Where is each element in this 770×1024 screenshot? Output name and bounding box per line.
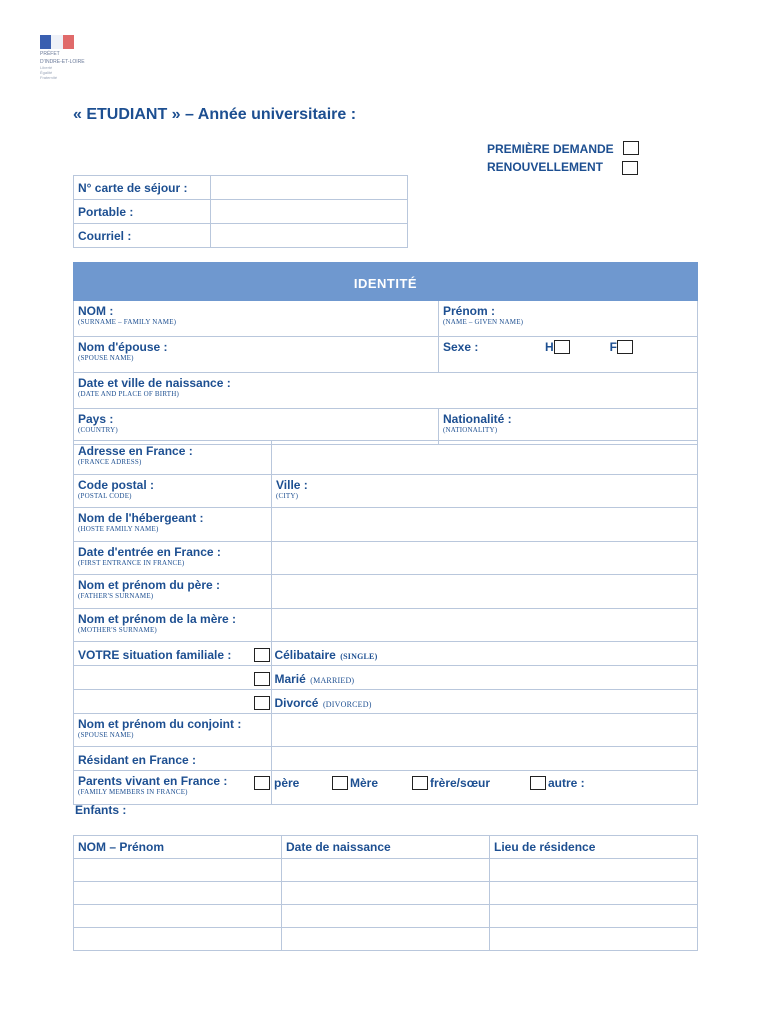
prenom-field[interactable] xyxy=(439,301,698,337)
adresse-label: Adresse en France : xyxy=(78,444,193,458)
hebergeant-sublabel: (HOSTE FAMILY NAME) xyxy=(78,525,159,533)
sexe-h-label: H xyxy=(545,340,554,354)
code-postal-cell xyxy=(74,475,272,508)
parents-options-cell xyxy=(272,771,698,805)
conjoint-label: Nom et prénom du conjoint : xyxy=(78,717,242,731)
carte-sejour-label: N° carte de séjour : xyxy=(78,180,188,195)
parents-frere-checkbox[interactable] xyxy=(412,776,428,790)
mere-cell xyxy=(74,609,272,642)
mere-label: Nom et prénom de la mère : xyxy=(78,612,237,626)
courriel-cell xyxy=(74,224,211,248)
enfant-1-nom[interactable] xyxy=(74,859,282,882)
hebergeant-cell xyxy=(74,508,272,542)
enfants-label: Enfants : xyxy=(75,803,127,817)
enfant-4-nom[interactable] xyxy=(74,928,282,951)
divorce-label: Divorcé xyxy=(274,696,319,710)
ville-label: Ville : xyxy=(276,478,308,492)
sexe-f-label: F xyxy=(609,340,618,354)
mere-sublabel: (MOTHER'S SURNAME) xyxy=(78,626,157,634)
logo-line-1: PRÉFET xyxy=(40,51,60,57)
parents-autre-checkbox[interactable] xyxy=(530,776,546,790)
col-date-naissance: Date de naissance xyxy=(282,836,490,859)
divorce-sublabel: (DIVORCED) xyxy=(322,700,372,709)
naissance-label: Date et ville de naissance : xyxy=(78,376,231,390)
ville-sublabel: (CITY) xyxy=(276,492,299,500)
enfant-1-lieu[interactable] xyxy=(490,859,698,882)
col-lieu-residence: Lieu de résidence xyxy=(490,836,698,859)
parents-sublabel: (FAMILY MEMBERS IN FRANCE) xyxy=(78,788,188,796)
code-postal-label: Code postal : xyxy=(78,478,155,492)
celibataire-sublabel: (SINGLE) xyxy=(340,652,378,661)
portable-field[interactable] xyxy=(211,200,408,224)
logo-line-2: D'INDRE-ET-LOIRE xyxy=(40,59,85,65)
adresse-table xyxy=(73,440,698,805)
celibataire-checkbox[interactable] xyxy=(254,648,270,662)
resident-field[interactable] xyxy=(272,747,698,771)
nom-sublabel: (SURNAME – FAMILY NAME) xyxy=(78,318,177,326)
marianne-flag-icon xyxy=(40,35,74,49)
nom-label: NOM : xyxy=(78,304,114,318)
page-title: « ETUDIANT » – Année universitaire : xyxy=(73,106,357,123)
carte-sejour-field[interactable] xyxy=(211,176,408,200)
prenom-sublabel: (NAME – GIVEN NAME) xyxy=(443,318,524,326)
divorce-cell xyxy=(272,690,698,714)
marie-left-cell xyxy=(74,666,272,690)
identite-table xyxy=(73,262,698,445)
nom-epouse-sublabel: (SPOUSE NAME) xyxy=(78,354,134,362)
enfant-3-nom[interactable] xyxy=(74,905,282,928)
marie-sublabel: (MARRIED) xyxy=(310,676,355,685)
sexe-f-checkbox[interactable] xyxy=(617,340,633,354)
premiere-demande-checkbox[interactable] xyxy=(623,141,639,155)
portable-label: Portable : xyxy=(78,204,134,219)
col-nom-prenom: NOM – Prénom xyxy=(74,836,282,859)
prefecture-logo xyxy=(40,35,110,80)
pere-cell xyxy=(74,575,272,609)
date-entree-field[interactable] xyxy=(272,542,698,575)
enfant-2-lieu[interactable] xyxy=(490,882,698,905)
pere-field[interactable] xyxy=(272,575,698,609)
nom-epouse-label: Nom d'épouse : xyxy=(78,340,168,354)
pays-sublabel: (COUNTRY) xyxy=(78,426,118,434)
enfants-table xyxy=(73,835,698,951)
code-postal-sublabel: (POSTAL CODE) xyxy=(78,492,132,500)
premiere-demande-row xyxy=(487,142,639,156)
ville-field[interactable] xyxy=(272,475,698,508)
renouvellement-row xyxy=(487,160,638,175)
parents-label: Parents vivant en France : xyxy=(78,774,228,788)
marie-checkbox[interactable] xyxy=(254,672,270,686)
date-entree-cell xyxy=(74,542,272,575)
carte-sejour-cell xyxy=(74,176,211,200)
nom-field[interactable] xyxy=(74,301,439,337)
identite-header: IDENTITÉ xyxy=(74,263,698,301)
courriel-field[interactable] xyxy=(211,224,408,248)
celibataire-cell xyxy=(272,642,698,666)
parents-frere-label: frère/sœur xyxy=(430,776,491,790)
divorce-checkbox[interactable] xyxy=(254,696,270,710)
date-entree-label: Date d'entrée en France : xyxy=(78,545,221,559)
logo-motto-2: Égalité xyxy=(40,70,53,75)
conjoint-cell xyxy=(74,714,272,747)
resident-label: Résidant en France : xyxy=(78,753,197,767)
sexe-label: Sexe : xyxy=(443,340,479,354)
parents-cell xyxy=(74,771,272,805)
mere-field[interactable] xyxy=(272,609,698,642)
pere-sublabel: (FATHER'S SURNAME) xyxy=(78,592,154,600)
conjoint-field[interactable] xyxy=(272,714,698,747)
parents-pere-label: père xyxy=(274,776,300,790)
marie-label: Marié xyxy=(274,672,306,686)
parents-mere-label: Mère xyxy=(350,776,379,790)
situation-cell xyxy=(74,642,272,666)
renouvellement-checkbox[interactable] xyxy=(622,161,638,175)
enfant-4-lieu[interactable] xyxy=(490,928,698,951)
situation-label: VOTRE situation familiale : xyxy=(78,648,232,662)
adresse-field[interactable] xyxy=(272,441,698,475)
date-entree-sublabel: (FIRST ENTRANCE IN FRANCE) xyxy=(78,559,185,567)
resident-cell xyxy=(74,747,272,771)
naissance-sublabel: (DATE AND PLACE OF BIRTH) xyxy=(78,390,180,398)
nationalite-label: Nationalité : xyxy=(443,412,512,426)
adresse-cell xyxy=(74,441,272,475)
marie-cell xyxy=(272,666,698,690)
logo-motto-1: Liberté xyxy=(40,65,53,70)
premiere-demande-label: PREMIÈRE DEMANDE xyxy=(487,142,614,156)
hebergeant-label: Nom de l'hébergeant : xyxy=(78,511,204,525)
sexe-h-checkbox[interactable] xyxy=(554,340,570,354)
contact-table xyxy=(73,175,408,248)
parents-pere-checkbox[interactable] xyxy=(254,776,270,790)
logo-motto-3: Fraternité xyxy=(40,75,58,80)
nom-epouse-field[interactable] xyxy=(74,337,439,373)
courriel-label: Courriel : xyxy=(78,228,132,243)
enfant-3-lieu[interactable] xyxy=(490,905,698,928)
nationalite-sublabel: (NATIONALITY) xyxy=(443,426,498,434)
celibataire-label: Célibataire xyxy=(274,648,336,662)
naissance-field[interactable] xyxy=(74,373,698,409)
pere-label: Nom et prénom du père : xyxy=(78,578,221,592)
conjoint-sublabel: (SPOUSE NAME) xyxy=(78,731,134,739)
portable-cell xyxy=(74,200,211,224)
pays-label: Pays : xyxy=(78,412,114,426)
parents-mere-checkbox[interactable] xyxy=(332,776,348,790)
enfant-3-date[interactable] xyxy=(282,905,490,928)
parents-autre-label: autre : xyxy=(548,776,585,790)
divorce-left-cell xyxy=(74,690,272,714)
sexe-cell xyxy=(439,337,698,373)
enfant-2-date[interactable] xyxy=(282,882,490,905)
enfant-2-nom[interactable] xyxy=(74,882,282,905)
hebergeant-field[interactable] xyxy=(272,508,698,542)
renouvellement-label: RENOUVELLEMENT xyxy=(487,160,604,174)
enfant-1-date[interactable] xyxy=(282,859,490,882)
prenom-label: Prénom : xyxy=(443,304,496,318)
adresse-sublabel: (FRANCE ADRESS) xyxy=(78,458,142,466)
enfant-4-date[interactable] xyxy=(282,928,490,951)
